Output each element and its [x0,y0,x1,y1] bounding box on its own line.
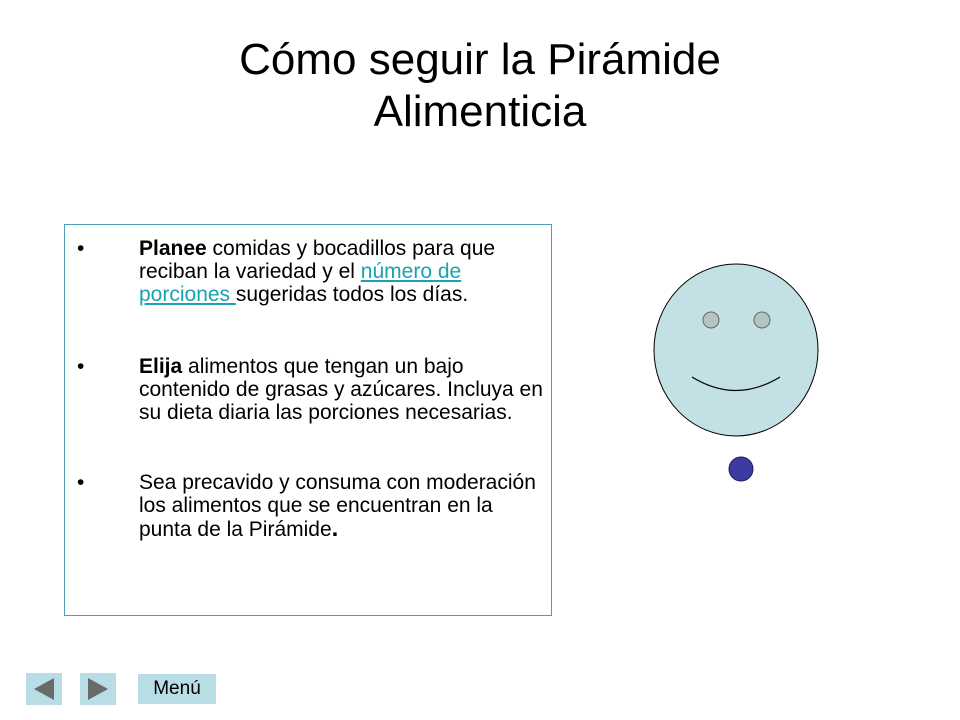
bullet-lead-word: Elija [139,355,183,378]
face-circle [654,264,818,436]
bullet-text [139,237,545,306]
bullet-marker: • [77,471,85,494]
previous-slide-button[interactable] [26,673,62,705]
arrow-left-icon [26,673,62,705]
content-box [64,224,552,616]
bullet-text-part: comidas y bocadillos para que reciban la variedad y el [139,237,496,283]
bullet-text-part: sugeridas todos los días. [235,283,469,306]
bullet-lead-word: Planee [139,237,207,260]
next-slide-button[interactable] [80,673,116,705]
arrow-right-icon [80,673,116,705]
porciones-link[interactable]: número de porciones [139,260,462,306]
blue-dot-icon [727,455,755,483]
bullet-last-word: Pirámide [248,518,332,541]
left-eye [703,312,719,328]
bullet-text [139,471,545,541]
bullet-period: . [331,515,339,542]
bullet-marker: • [77,355,85,378]
slide-title [130,34,830,138]
slide-title-line-1: Cómo seguir la Pirámide [239,35,721,84]
bullet-text [139,355,545,424]
menu-button[interactable]: Menú [138,674,216,704]
right-eye [754,312,770,328]
smiley-face-icon [652,262,820,438]
bullet-marker: • [77,237,85,260]
bullet-text-part: Sea precavido y consuma con moderación los alimentos que se encuentran en la punta de la [139,471,536,541]
bullet-text-part: alimentos que tengan un bajo contenido de grasas y azúcares. Incluya en su dieta diaria las porciones necesarias. [139,355,543,424]
slide-title-line-2: Alimenticia [373,87,587,136]
